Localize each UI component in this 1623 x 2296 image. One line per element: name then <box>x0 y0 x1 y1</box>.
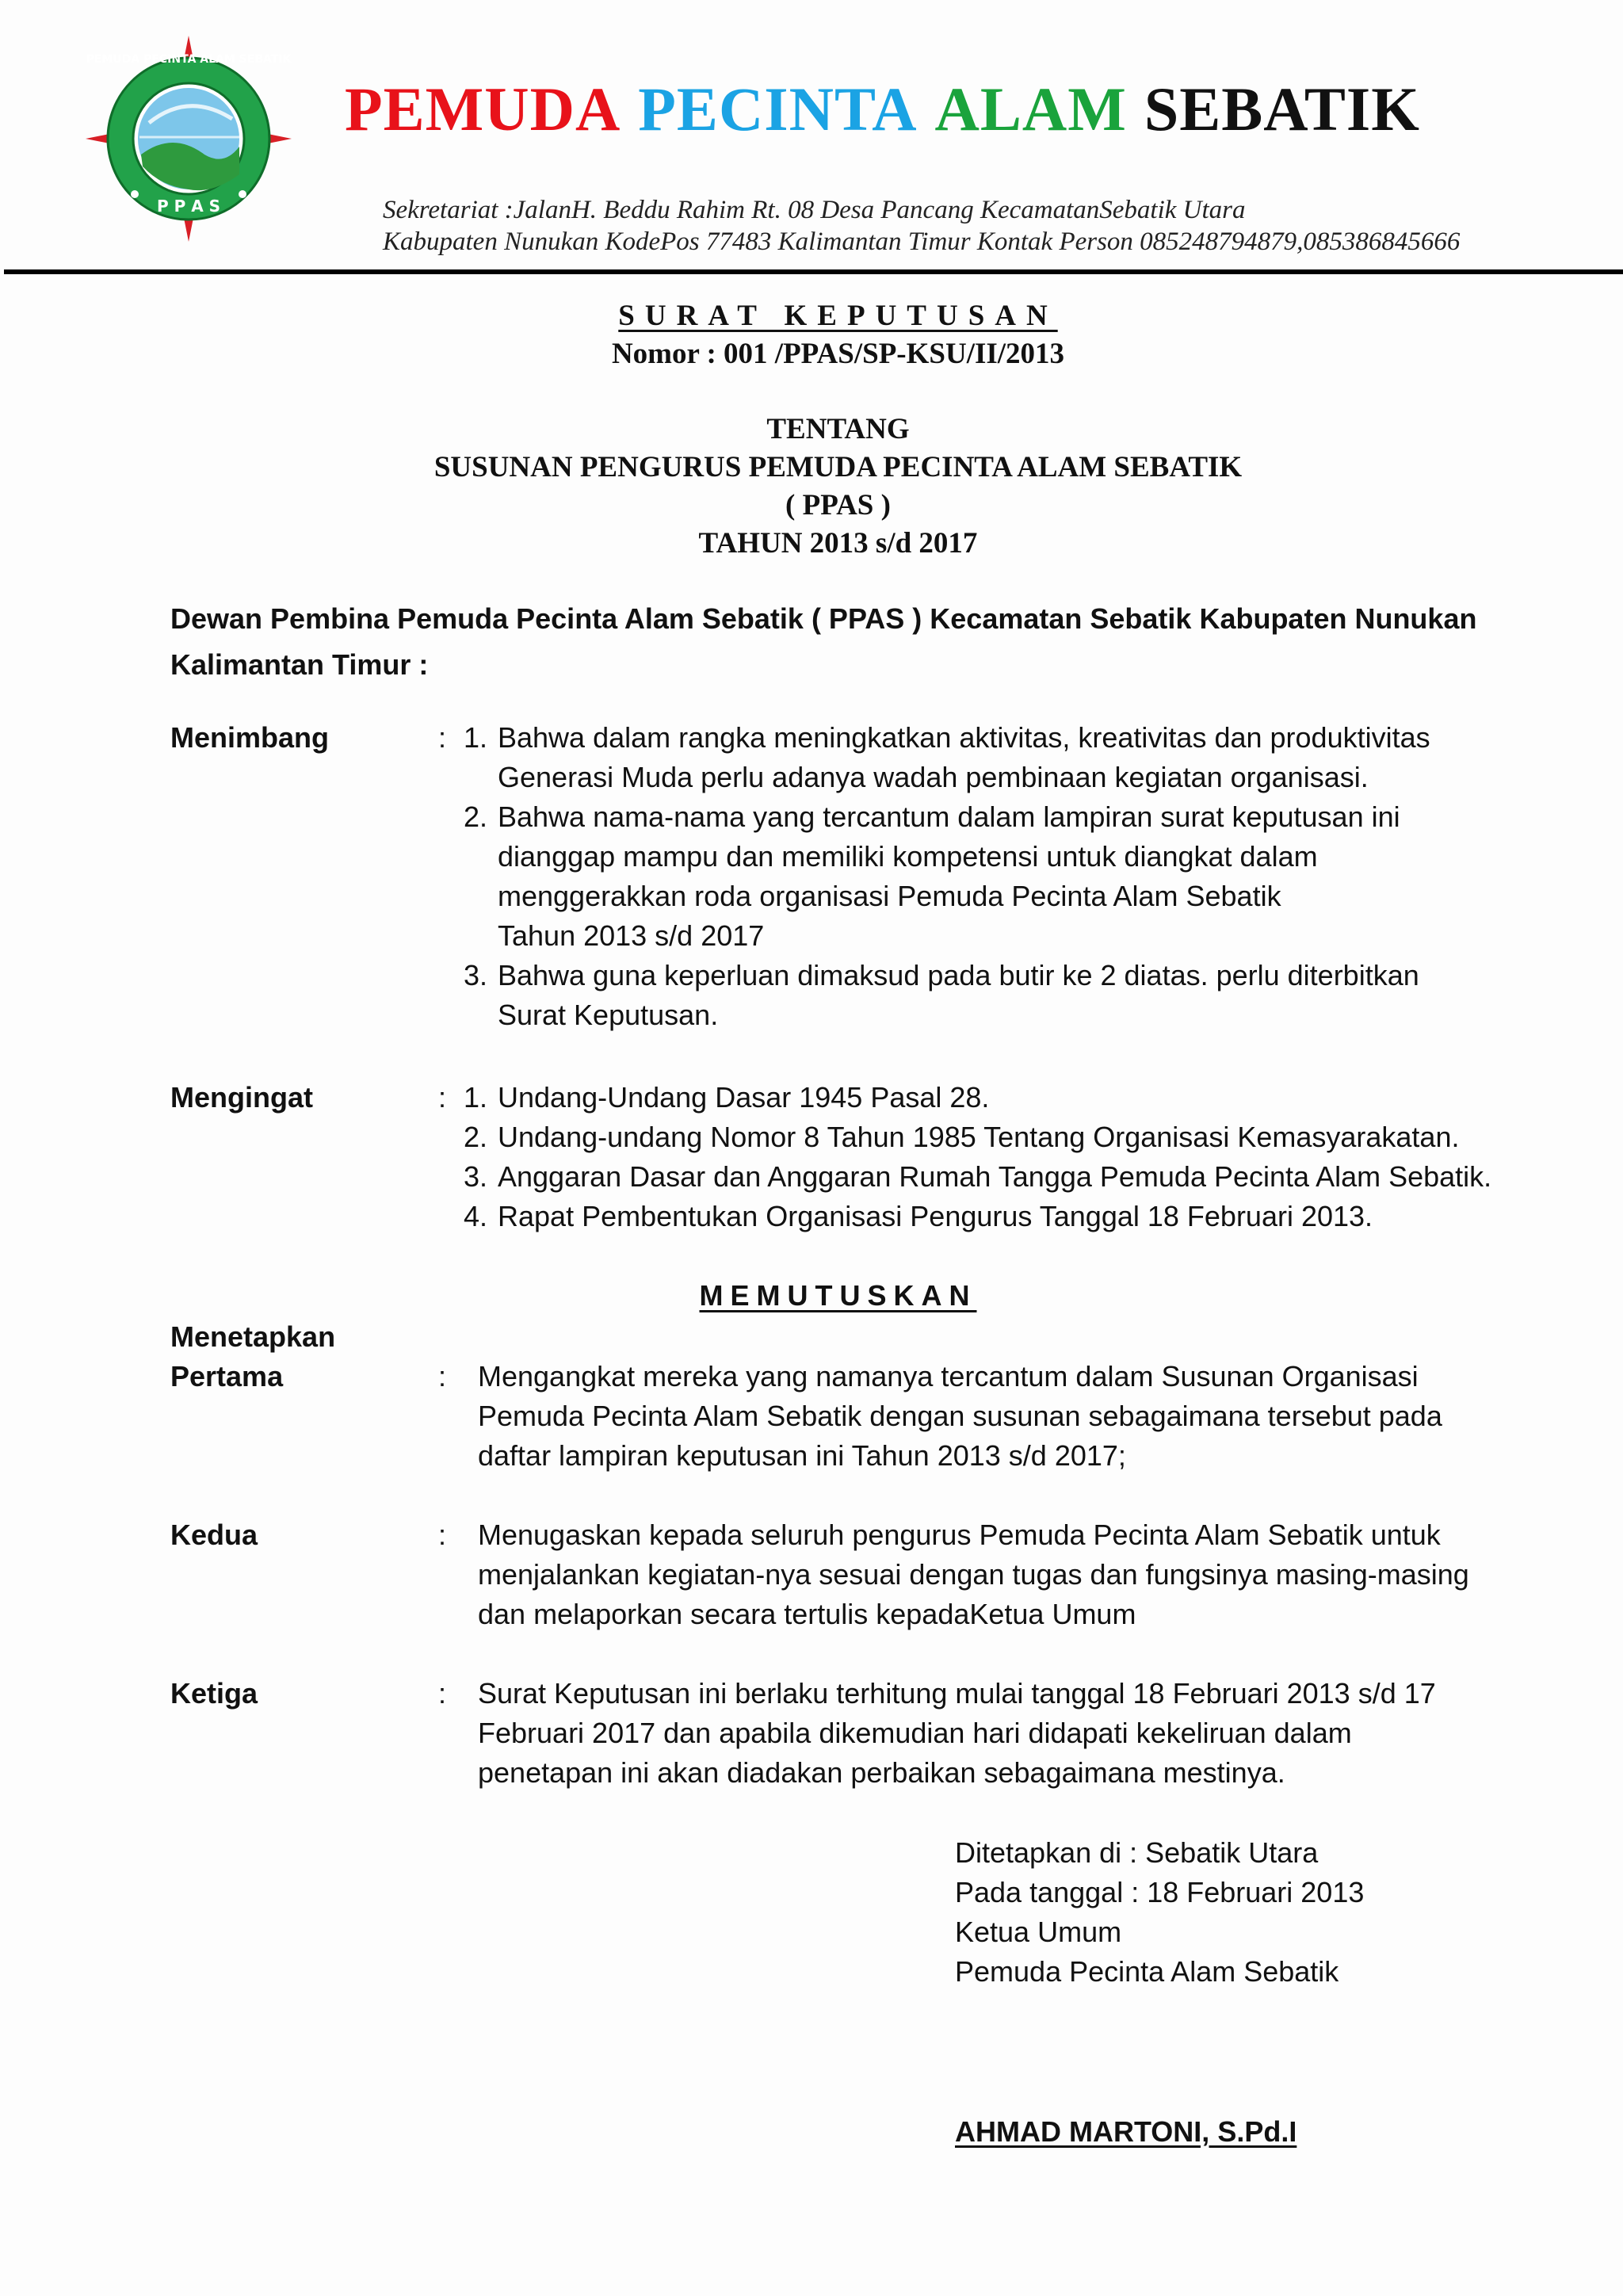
decision-label-ketiga: Ketiga <box>170 1677 258 1710</box>
mengingat-number: 2. <box>463 1121 487 1153</box>
decision-line: Surat Keputusan ini berlaku terhitung mulai tanggal 18 Februari 2013 s/d 17 <box>478 1677 1436 1710</box>
menimbang-item-line: Bahwa dalam rangka meningkatkan aktivitas, kreativitas dan produktivitas <box>498 721 1430 754</box>
organization-title <box>345 70 1613 149</box>
menimbang-number: 3. <box>463 959 487 991</box>
title-word-pemuda: PEMUDA <box>345 74 621 143</box>
menimbang-item-line: Tahun 2013 s/d 2017 <box>498 919 765 952</box>
memutuskan-heading: MEMUTUSKAN <box>699 1279 977 1312</box>
menimbang-item-line: dianggap mampu dan memiliki kompetensi untuk diangkat dalam <box>498 840 1318 873</box>
title-word-alam: ALAM <box>934 74 1127 143</box>
mengingat-item: Anggaran Dasar dan Anggaran Rumah Tangga Pemuda Pecinta Alam Sebatik. <box>498 1160 1492 1193</box>
decision-colon: : <box>438 1677 447 1710</box>
address-line-2: Kabupaten Nunukan KodePos 77483 Kalimantan Timur Kontak Person 085248794879,085386845666 <box>383 227 1461 256</box>
document-number: Nomor : 001 /PPAS/SP-KSU/II/2013 <box>611 338 1065 370</box>
mengingat-colon: : <box>438 1081 447 1114</box>
period-heading: TAHUN 2013 s/d 2017 <box>698 527 978 560</box>
signature-role: Ketua Umum <box>955 1916 1122 1948</box>
decision-colon: : <box>438 1360 447 1392</box>
mengingat-label: Mengingat <box>170 1081 313 1114</box>
intro-line-1: Dewan Pembina Pemuda Pecinta Alam Sebatik ( PPAS ) Kecamatan Sebatik Kabupaten Nunukan <box>170 602 1477 635</box>
decision-colon: : <box>438 1519 447 1551</box>
decision-label-pertama: Pertama <box>170 1360 284 1392</box>
menetapkan-label: Menetapkan <box>170 1320 336 1353</box>
letterhead-divider <box>4 269 1623 274</box>
menimbang-number: 1. <box>463 721 487 754</box>
mengingat-item: Rapat Pembentukan Organisasi Pengurus Tanggal 18 Februari 2013. <box>498 1200 1373 1232</box>
menimbang-number: 2. <box>463 800 487 833</box>
decision-line: dan melaporkan secara tertulis kepadaKetua Umum <box>478 1598 1136 1630</box>
title-word-sebatik: SEBATIK <box>1144 74 1420 143</box>
decision-label-kedua: Kedua <box>170 1519 258 1551</box>
signature-date: Pada tanggal : 18 Februari 2013 <box>955 1876 1365 1908</box>
title-word-pecinta: PECINTA <box>638 74 918 143</box>
mengingat-item: Undang-Undang Dasar 1945 Pasal 28. <box>498 1081 990 1114</box>
signature-organization: Pemuda Pecinta Alam Sebatik <box>955 1955 1339 1988</box>
mengingat-number: 4. <box>463 1200 487 1232</box>
svg-text:P P A S: P P A S <box>156 197 221 216</box>
menimbang-colon: : <box>438 721 447 754</box>
menimbang-item-line: Bahwa guna keperluan dimaksud pada butir ke 2 diatas. perlu diterbitkan <box>498 959 1419 991</box>
menimbang-item-line: Surat Keputusan. <box>498 999 719 1031</box>
tentang-heading: TENTANG <box>766 413 910 445</box>
document-type-heading: SURAT KEPUTUSAN <box>618 300 1058 332</box>
menimbang-item-line: Bahwa nama-nama yang tercantum dalam lampiran surat keputusan ini <box>498 800 1400 833</box>
address-line-1: Sekretariat :JalanH. Beddu Rahim Rt. 08 Desa Pancang KecamatanSebatik Utara <box>383 196 1246 224</box>
intro-line-2: Kalimantan Timur : <box>170 648 429 681</box>
decision-line: Mengangkat mereka yang namanya tercantum dalam Susunan Organisasi <box>478 1360 1419 1392</box>
abbreviation-heading: ( PPAS ) <box>785 489 891 521</box>
subject-heading: SUSUNAN PENGURUS PEMUDA PECINTA ALAM SEBATIK <box>433 451 1243 483</box>
signatory-name: AHMAD MARTONI, S.Pd.I <box>955 2115 1297 2148</box>
decision-line: penetapan ini akan diadakan perbaikan sebagaimana mestinya. <box>478 1756 1285 1789</box>
decision-line: daftar lampiran keputusan ini Tahun 2013 s/d 2017; <box>478 1439 1126 1472</box>
svg-text:PEMUDA PECINTA ALAM SEBATIK: PEMUDA PECINTA ALAM SEBATIK <box>86 53 292 66</box>
mengingat-number: 3. <box>463 1160 487 1193</box>
decision-line: Pemuda Pecinta Alam Sebatik dengan susunan sebagaimana tersebut pada <box>478 1400 1442 1432</box>
decision-line: Februari 2017 dan apabila dikemudian hari didapati kekeliruan dalam <box>478 1717 1352 1749</box>
menimbang-item-line: Generasi Muda perlu adanya wadah pembinaan kegiatan organisasi. <box>498 761 1369 793</box>
decision-line: menjalankan kegiatan-nya sesuai dengan tugas dan fungsinya masing-masing <box>478 1558 1469 1591</box>
globe-compass-logo-icon <box>86 36 292 242</box>
menimbang-item-line: menggerakkan roda organisasi Pemuda Pecinta Alam Sebatik <box>498 880 1281 912</box>
mengingat-number: 1. <box>463 1081 487 1114</box>
mengingat-item: Undang-undang Nomor 8 Tahun 1985 Tentang Organisasi Kemasyarakatan. <box>498 1121 1460 1153</box>
signature-place: Ditetapkan di : Sebatik Utara <box>955 1836 1319 1869</box>
menimbang-label: Menimbang <box>170 721 330 754</box>
decision-line: Menugaskan kepada seluruh pengurus Pemuda Pecinta Alam Sebatik untuk <box>478 1519 1441 1551</box>
